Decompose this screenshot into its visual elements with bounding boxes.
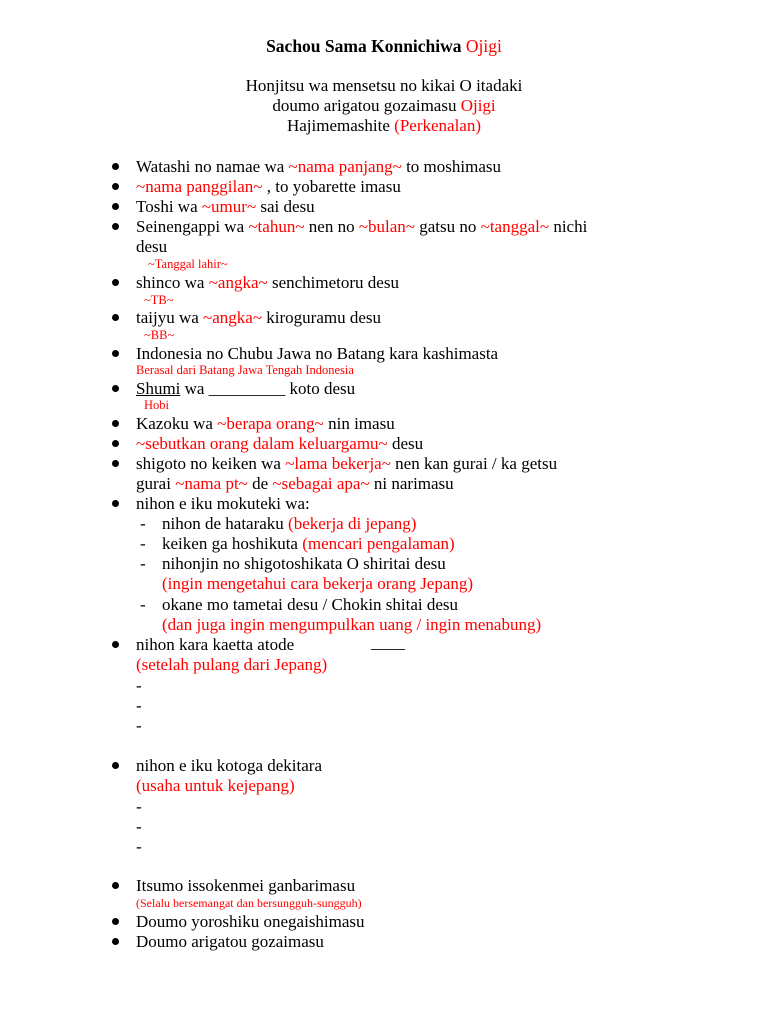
list-item-height: shinco wa ~angka~ senchimetoru desu xyxy=(136,273,399,292)
list-item-family-members: ~sebutkan orang dalam keluargamu~ desu xyxy=(136,434,424,453)
list-item-hobby: Shumi wa _________ koto desu xyxy=(136,379,356,398)
dash-marker: - xyxy=(136,837,142,856)
height-note: ~TB~ xyxy=(144,293,174,307)
list-item-family: Kazoku wa ~berapa orang~ nin imasu xyxy=(136,414,395,433)
blank-field: ____ xyxy=(371,633,405,652)
title-text: Sachou Sama Konnichiwa xyxy=(266,36,462,56)
dash-marker: - xyxy=(140,595,146,614)
bullet-icon xyxy=(111,635,121,655)
intro-line-3: Hajimemashite (Perkenalan) xyxy=(286,116,481,135)
list-item-closing-2: Doumo yoroshiku onegaishimasu xyxy=(136,912,365,931)
purpose-sub-note: (dan juga ingin mengumpulkan uang / ingin menabung) xyxy=(162,615,542,634)
title-action-note: Ojigi xyxy=(465,36,502,56)
closing-1-note: (Selalu bersemangat dan bersungguh-sungguh) xyxy=(136,896,362,910)
after-return-note: (setelah pulang dari Jepang) xyxy=(136,655,328,674)
weight-note: ~BB~ xyxy=(144,328,175,342)
purpose-sub-item: nihonjin no shigotoshikata O shiritai desu xyxy=(162,554,446,573)
intro-action-note: Ojigi xyxy=(460,96,496,115)
bullet-icon xyxy=(111,379,121,399)
list-item-name: Watashi no namae wa ~nama panjang~ to moshimasu xyxy=(136,157,501,176)
bullet-icon xyxy=(111,177,121,197)
hobby-note: Hobi xyxy=(144,398,169,412)
bullet-icon xyxy=(111,157,121,177)
dash-marker: - xyxy=(136,817,142,836)
bullet-icon xyxy=(111,308,121,328)
intro-line-2: doumo arigatou gozaimasu Ojigi xyxy=(272,96,496,115)
list-item-birthday: Seinengappi wa ~tahun~ nen no ~bulan~ gatsu no ~tanggal~ nichi xyxy=(136,217,588,236)
purpose-sub-item: keiken ga hoshikuta (mencari pengalaman) xyxy=(162,534,455,553)
list-item-weight: taijyu wa ~angka~ kiroguramu desu xyxy=(136,308,382,327)
bullet-icon xyxy=(111,197,121,217)
bullet-icon xyxy=(111,912,121,932)
birthday-note: ~Tanggal lahir~ xyxy=(148,257,228,271)
page-title xyxy=(0,35,768,57)
bullet-icon xyxy=(111,217,121,237)
list-item-work-cont: gurai ~nama pt~ de ~sebagai apa~ ni narimasu xyxy=(136,474,454,493)
purpose-sub-note: (ingin mengetahui cara bekerja orang Jepang) xyxy=(162,574,474,593)
purpose-sub-item: nihon de hataraku (bekerja di jepang) xyxy=(162,514,417,533)
bullet-icon xyxy=(111,454,121,474)
list-item-age: Toshi wa ~umur~ sai desu xyxy=(136,197,315,216)
bullet-icon xyxy=(111,494,121,514)
if-go-note: (usaha untuk kejepang) xyxy=(136,776,295,795)
list-item-purpose: nihon e iku mokuteki wa: xyxy=(136,494,310,513)
bullet-icon xyxy=(111,756,121,776)
dash-marker: - xyxy=(136,716,142,735)
list-item-if-go: nihon e iku kotoga dekitara xyxy=(136,756,323,775)
bullet-icon xyxy=(111,273,121,293)
dash-marker: - xyxy=(140,554,146,573)
bullet-icon xyxy=(111,932,121,952)
origin-note: Berasal dari Batang Jawa Tengah Indonesia xyxy=(136,363,354,377)
list-item-birthday-cont: desu xyxy=(136,237,168,256)
bullet-icon xyxy=(111,434,121,454)
list-item-after-return: nihon kara kaetta atode xyxy=(136,635,295,654)
intro-block xyxy=(0,76,768,136)
bullet-icon xyxy=(111,414,121,434)
list-item-closing-1: Itsumo issokenmei ganbarimasu xyxy=(136,876,356,895)
list-item-origin: Indonesia no Chubu Jawa no Batang kara kashimasta xyxy=(136,344,499,363)
bullet-icon xyxy=(111,876,121,896)
intro-note: (Perkenalan) xyxy=(394,116,481,135)
list-item-closing-3: Doumo arigatou gozaimasu xyxy=(136,932,324,951)
dash-marker: - xyxy=(136,676,142,695)
dash-marker: - xyxy=(140,514,146,533)
list-item-nickname: ~nama panggilan~ , to yobarette imasu xyxy=(136,177,401,196)
dash-marker: - xyxy=(136,696,142,715)
dash-marker: - xyxy=(140,534,146,553)
list-item-work: shigoto no keiken wa ~lama bekerja~ nen kan gurai / ka getsu xyxy=(136,454,558,473)
dash-marker: - xyxy=(136,797,142,816)
intro-line-1: Honjitsu wa mensetsu no kikai O itadaki xyxy=(245,76,523,95)
purpose-sub-item: okane mo tametai desu / Chokin shitai desu xyxy=(162,595,459,614)
bullet-icon xyxy=(111,344,121,364)
